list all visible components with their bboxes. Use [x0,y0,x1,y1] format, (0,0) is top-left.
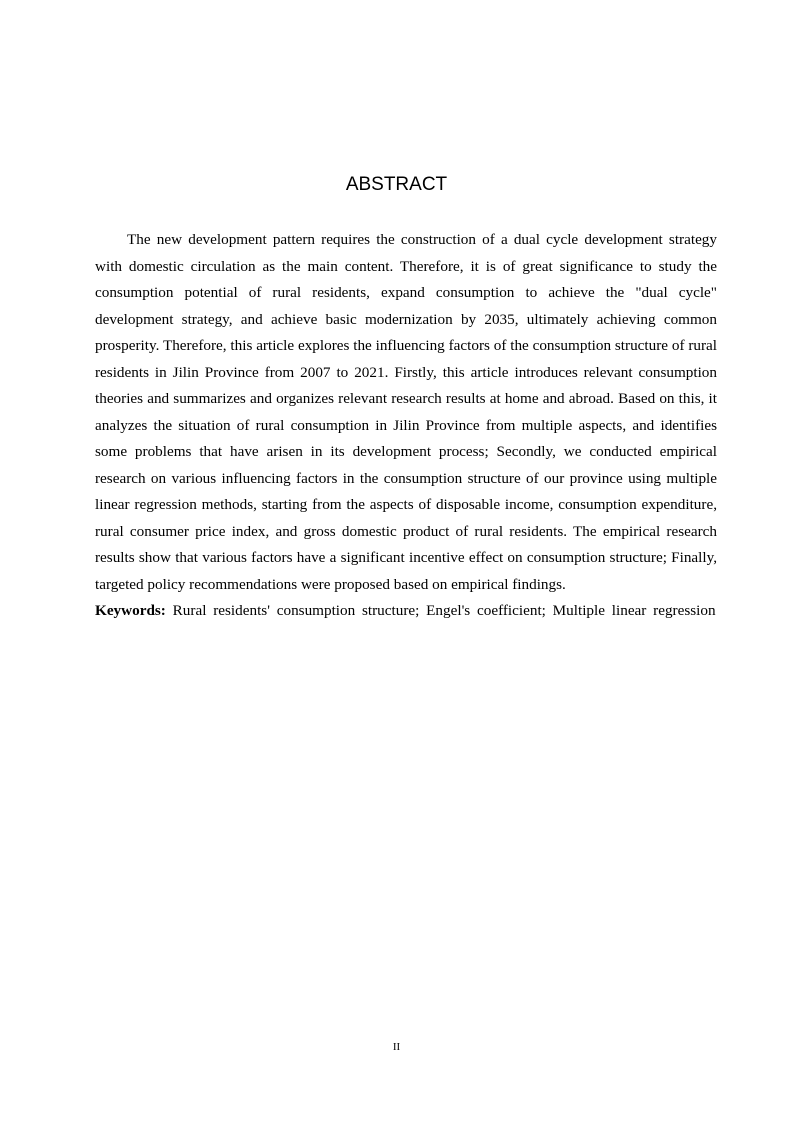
abstract-title: ABSTRACT [345,174,448,195]
keywords-text: Rural residents' consumption structure; Engel's coefficient; Multiple linear regression [172,602,716,619]
keywords-label: Keywords: [95,602,166,619]
page-number: II [392,1041,401,1053]
abstract-paragraph: The new development pattern requires the construction of a dual cycle development strategy with domestic circulation as the main content. Therefore, it is of great significance to study the consumption potential of rural residents, expand consumption to achieve the "dual cycle" development strategy, and achieve basic modernization by 2035, ultimately achieving common prosperity. Therefore, this article explores the influencing factors of the consumption structure of rural residents in Jilin Province from 2007 to 2021. Firstly, this article introduces relevant consumption theories and summarizes and organizes relevant research results at home and abroad. Based on this, it analyzes the situation of rural consumption in Jilin Province from multiple aspects, and identifies some problems that have arisen in its development process; Secondly, we conducted empirical research on various influencing factors in the consumption structure of our province using multiple linear regression methods, starting from the aspects of disposable income, consumption expenditure, rural consumer price index, and gross domestic product of rural residents. The empirical research results show that various factors have a significant incentive effect on consumption structure; Finally, targeted policy recommendations were proposed based on empirical findings. [95,231,717,593]
keywords-line [95,598,717,625]
abstract-body [95,227,717,625]
